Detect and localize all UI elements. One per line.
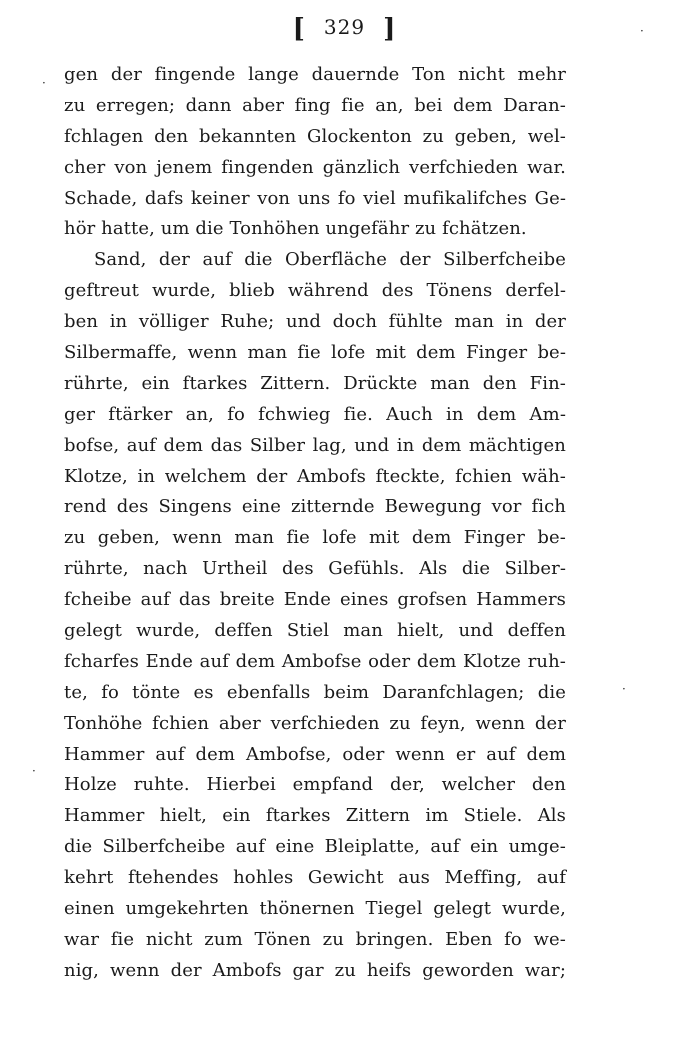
- text-line: war fie nicht zum Tönen zu bringen. Eben fo we-: [64, 928, 566, 950]
- text-line: einen umgekehrten thönernen Tiegel gelegt wurde,: [64, 898, 566, 920]
- text-line: Silbermaffe, wenn man fie lofe mit dem Finger be-: [64, 342, 566, 364]
- scan-speck: ·: [32, 764, 36, 778]
- text-line: fchlagen den bekannten Glockenton zu geben, wel-: [64, 125, 566, 147]
- text-line: nig, wenn der Ambofs gar zu heifs geworden war;: [64, 959, 566, 981]
- text-line: ger ftärker an, fo fchwieg fie. Auch in dem Am-: [64, 403, 566, 425]
- text-line: kehrt ftehendes hohles Gewicht aus Meffing, auf: [64, 867, 566, 889]
- text-line: Schade, dafs keiner von uns fo viel mufikalifches Ge-: [64, 187, 566, 209]
- page-header: [0, 14, 689, 44]
- text-line: gen der fingende lange dauernde Ton nicht mehr: [64, 64, 566, 85]
- text-line: Holze ruhte. Hierbei empfand der, welcher den: [64, 774, 566, 796]
- text-line: geftreut wurde, blieb während des Tönens derfel-: [64, 280, 566, 302]
- text-line: fcharfes Ende auf dem Ambofse oder dem Klotze ruh-: [64, 650, 566, 672]
- page-number: 329: [323, 15, 366, 39]
- text-line: bofse, auf dem das Silber lag, und in dem mächtigen: [64, 434, 566, 456]
- text-line: hör hatte, um die Tonhöhen ungefähr zu fchätzen.: [64, 218, 527, 240]
- body-text: [64, 60, 566, 987]
- text-line: rührte, nach Urtheil des Gefühls. Als die Silber-: [64, 558, 566, 580]
- text-line: fcheibe auf das breite Ende eines grofsen Hammers: [64, 589, 566, 611]
- text-line: zu geben, wenn man fie lofe mit dem Finger be-: [64, 527, 566, 549]
- text-line: cher von jenem fingenden gänzlich verfchieden war.: [64, 156, 566, 178]
- text-line: Sand, der auf die Oberfläche der Silberfcheibe: [94, 249, 566, 271]
- scan-speck: ·: [622, 682, 626, 696]
- text-line: rührte, ein ftarkes Zittern. Drückte man den Fin-: [64, 372, 566, 394]
- text-line: Tonhöhe fchien aber verfchieden zu feyn, wenn der: [64, 712, 566, 734]
- header-bracket-left: [: [292, 14, 306, 44]
- text-line: zu erregen; dann aber fing fie an, bei dem Daran-: [64, 94, 566, 116]
- text-line: te, fo tönte es ebenfalls beim Daranfchlagen; die: [64, 681, 566, 703]
- text-line: Hammer auf dem Ambofse, oder wenn er auf dem: [64, 743, 566, 765]
- text-line: ben in völliger Ruhe; und doch fühlte man in der: [64, 311, 566, 333]
- text-line: Klotze, in welchem der Ambofs fteckte, fchien wäh-: [64, 465, 566, 487]
- text-line: Hammer hielt, ein ftarkes Zittern im Stiele. Als: [64, 805, 566, 827]
- text-line: die Silberfcheibe auf eine Bleiplatte, auf ein umge-: [64, 836, 566, 858]
- text-line: gelegt wurde, deffen Stiel man hielt, und deffen: [64, 620, 566, 642]
- scan-speck: ·: [42, 76, 46, 90]
- text-line: rend des Singens eine zitternde Bewegung vor fich: [64, 496, 566, 518]
- header-bracket-right: ]: [383, 14, 397, 44]
- scan-speck: ·: [640, 24, 644, 38]
